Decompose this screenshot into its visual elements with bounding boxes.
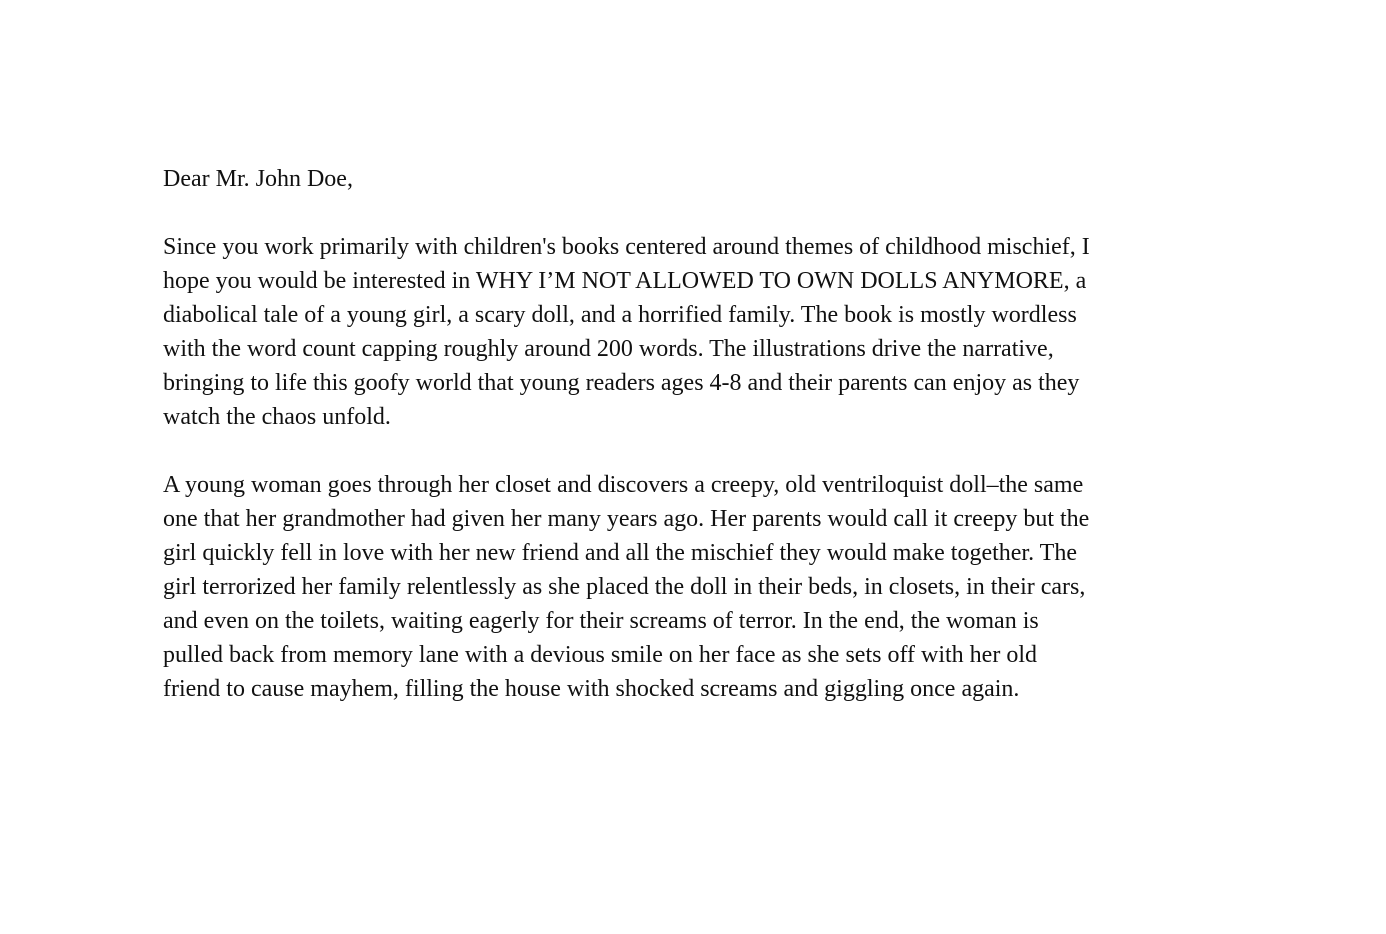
paragraph-line: girl quickly fell in love with her new friend and all the mischief they would make together. The (163, 540, 1077, 566)
paragraph-line: Since you work primarily with children's books centered around themes of childhood mischief, I (163, 234, 1090, 260)
letter-paragraph-1 (163, 230, 1225, 434)
query-letter (163, 162, 1225, 740)
paragraph-line: pulled back from memory lane with a devious smile on her face as she sets off with her old (163, 642, 1037, 668)
paragraph-line: bringing to life this goofy world that young readers ages 4-8 and their parents can enjoy as they (163, 370, 1080, 396)
paragraph-line: watch the chaos unfold. (163, 404, 391, 430)
paragraph-line: friend to cause mayhem, filling the house with shocked screams and giggling once again. (163, 676, 1020, 702)
paragraph-line: A young woman goes through her closet and discovers a creepy, old ventriloquist doll–the same (163, 472, 1084, 498)
letter-paragraph-2 (163, 468, 1225, 706)
paragraph-line: diabolical tale of a young girl, a scary doll, and a horrified family. The book is mostly wordless (163, 302, 1077, 328)
paragraph-line: and even on the toilets, waiting eagerly for their screams of terror. In the end, the woman is (163, 608, 1039, 634)
paragraph-line: hope you would be interested in WHY I’M NOT ALLOWED TO OWN DOLLS ANYMORE, a (163, 268, 1087, 294)
letter-greeting: Dear Mr. John Doe, (163, 166, 353, 192)
paragraph-line: with the word count capping roughly around 200 words. The illustrations drive the narrative, (163, 336, 1054, 362)
paragraph-line: girl terrorized her family relentlessly as she placed the doll in their beds, in closets, in their cars, (163, 574, 1086, 600)
paragraph-line: one that her grandmother had given her many years ago. Her parents would call it creepy but the (163, 506, 1090, 532)
